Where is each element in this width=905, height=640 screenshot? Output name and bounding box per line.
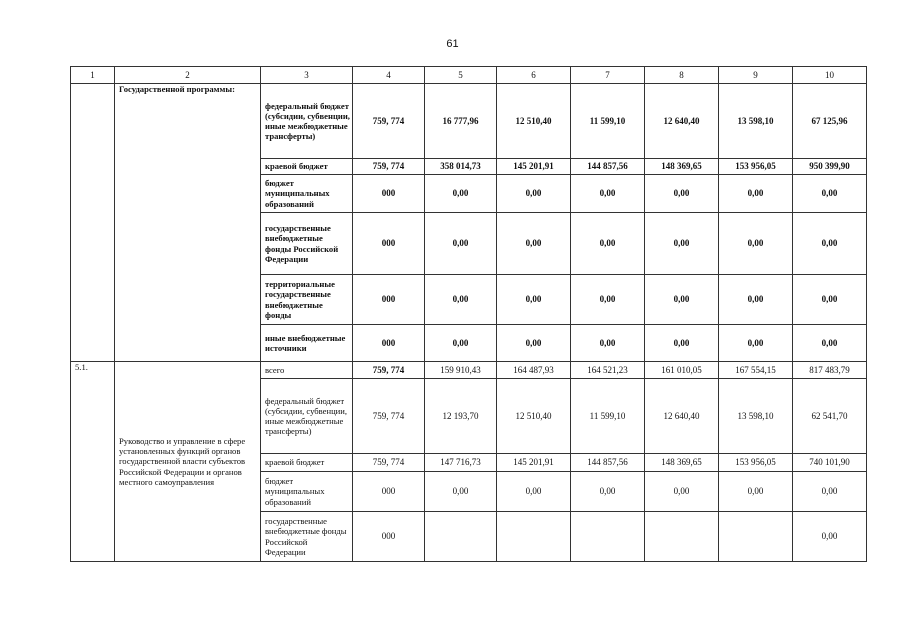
value-cell: 13 598,10 (719, 84, 793, 159)
value-cell: 148 369,65 (645, 159, 719, 175)
value-cell: 12 640,40 (645, 84, 719, 159)
value-cell: 148 369,65 (645, 454, 719, 472)
funding-source-cell: всего (261, 362, 353, 379)
value-cell: 161 010,05 (645, 362, 719, 379)
value-cell: 0,00 (571, 325, 645, 362)
value-cell: 0,00 (719, 472, 793, 512)
value-cell: 16 777,96 (425, 84, 497, 159)
funding-source-cell: государственные внебюджетные фонды Российской Федерации (261, 512, 353, 562)
value-cell: 0,00 (497, 175, 571, 213)
value-cell: 0,00 (425, 472, 497, 512)
value-cell: 12 640,40 (645, 379, 719, 454)
value-cell: 0,00 (497, 472, 571, 512)
value-cell: 759, 774 (353, 84, 425, 159)
value-cell: 759, 774 (353, 362, 425, 379)
funding-source-cell: иные внебюджетные источники (261, 325, 353, 362)
funding-source-cell: федеральный бюджет (субсидии, субвенции, иные межбюджетные трансферты) (261, 379, 353, 454)
value-cell: 67 125,96 (793, 84, 867, 159)
value-cell: 0,00 (497, 275, 571, 325)
value-cell: 0,00 (571, 213, 645, 275)
value-cell: 0,00 (425, 213, 497, 275)
value-cell: 000 (353, 275, 425, 325)
value-cell (719, 512, 793, 562)
value-cell: 0,00 (793, 325, 867, 362)
value-cell: 000 (353, 512, 425, 562)
value-cell: 12 510,40 (497, 379, 571, 454)
funding-source-cell: краевой бюджет (261, 159, 353, 175)
value-cell: 145 201,91 (497, 454, 571, 472)
value-cell: 13 598,10 (719, 379, 793, 454)
value-cell: 147 716,73 (425, 454, 497, 472)
value-cell: 0,00 (645, 472, 719, 512)
header-cell: 10 (793, 67, 867, 84)
funding-source-cell: бюджет муниципальных образований (261, 175, 353, 213)
header-cell: 8 (645, 67, 719, 84)
value-cell: 000 (353, 175, 425, 213)
value-cell: 153 956,05 (719, 454, 793, 472)
value-cell: 144 857,56 (571, 159, 645, 175)
value-cell: 817 483,79 (793, 362, 867, 379)
value-cell: 740 101,90 (793, 454, 867, 472)
value-cell: 0,00 (571, 472, 645, 512)
funding-source-cell: краевой бюджет (261, 454, 353, 472)
value-cell: 0,00 (497, 325, 571, 362)
value-cell: 0,00 (793, 512, 867, 562)
value-cell: 153 956,05 (719, 159, 793, 175)
header-cell: 7 (571, 67, 645, 84)
value-cell: 159 910,43 (425, 362, 497, 379)
value-cell (645, 512, 719, 562)
value-cell: 62 541,70 (793, 379, 867, 454)
value-cell: 0,00 (645, 275, 719, 325)
value-cell: 11 599,10 (571, 379, 645, 454)
header-cell: 9 (719, 67, 793, 84)
budget-table (70, 66, 867, 562)
value-cell: 167 554,15 (719, 362, 793, 379)
value-cell: 12 193,70 (425, 379, 497, 454)
header-cell: 3 (261, 67, 353, 84)
value-cell: 0,00 (793, 472, 867, 512)
header-cell: 6 (497, 67, 571, 84)
value-cell: 164 521,23 (571, 362, 645, 379)
value-cell: 000 (353, 472, 425, 512)
value-cell: 145 201,91 (497, 159, 571, 175)
value-cell: 0,00 (719, 213, 793, 275)
table-row (71, 84, 867, 159)
value-cell: 950 399,90 (793, 159, 867, 175)
value-cell: 0,00 (425, 275, 497, 325)
value-cell: 164 487,93 (497, 362, 571, 379)
value-cell: 0,00 (719, 275, 793, 325)
value-cell: 759, 774 (353, 454, 425, 472)
row-number-cell: 5.1. (71, 362, 115, 562)
funding-source-cell: бюджет муниципальных образований (261, 472, 353, 512)
table-row (71, 362, 867, 379)
header-cell: 4 (353, 67, 425, 84)
funding-source-cell: государственные внебюджетные фонды Российской Федерации (261, 213, 353, 275)
value-cell: 11 599,10 (571, 84, 645, 159)
value-cell: 0,00 (425, 325, 497, 362)
value-cell (425, 512, 497, 562)
value-cell: 759, 774 (353, 159, 425, 175)
row-number-cell (71, 84, 115, 362)
value-cell: 0,00 (719, 325, 793, 362)
value-cell: 0,00 (645, 175, 719, 213)
value-cell: 0,00 (571, 275, 645, 325)
value-cell: 0,00 (571, 175, 645, 213)
value-cell: 144 857,56 (571, 454, 645, 472)
value-cell: 0,00 (793, 213, 867, 275)
value-cell: 000 (353, 213, 425, 275)
header-cell: 1 (71, 67, 115, 84)
value-cell (497, 512, 571, 562)
value-cell: 0,00 (425, 175, 497, 213)
funding-source-cell: федеральный бюджет (субсидии, субвенции, иные межбюджетные трансферты) (261, 84, 353, 159)
activity-title-cell: Руководство и управление в сфере установленных функций органов государственной власти субъектов Российской Федерации и органов местного самоуправления (115, 362, 261, 562)
funding-source-cell: территориальные государственные внебюджетные фонды (261, 275, 353, 325)
value-cell: 0,00 (497, 213, 571, 275)
header-cell: 2 (115, 67, 261, 84)
value-cell: 0,00 (645, 325, 719, 362)
value-cell: 358 014,73 (425, 159, 497, 175)
value-cell: 000 (353, 325, 425, 362)
header-row (71, 67, 867, 84)
program-title-cell: Государственной программы: (115, 84, 261, 362)
value-cell (571, 512, 645, 562)
value-cell: 12 510,40 (497, 84, 571, 159)
value-cell: 0,00 (719, 175, 793, 213)
header-cell: 5 (425, 67, 497, 84)
value-cell: 0,00 (645, 213, 719, 275)
value-cell: 0,00 (793, 275, 867, 325)
page-number: 61 (446, 38, 459, 50)
value-cell: 0,00 (793, 175, 867, 213)
value-cell: 759, 774 (353, 379, 425, 454)
